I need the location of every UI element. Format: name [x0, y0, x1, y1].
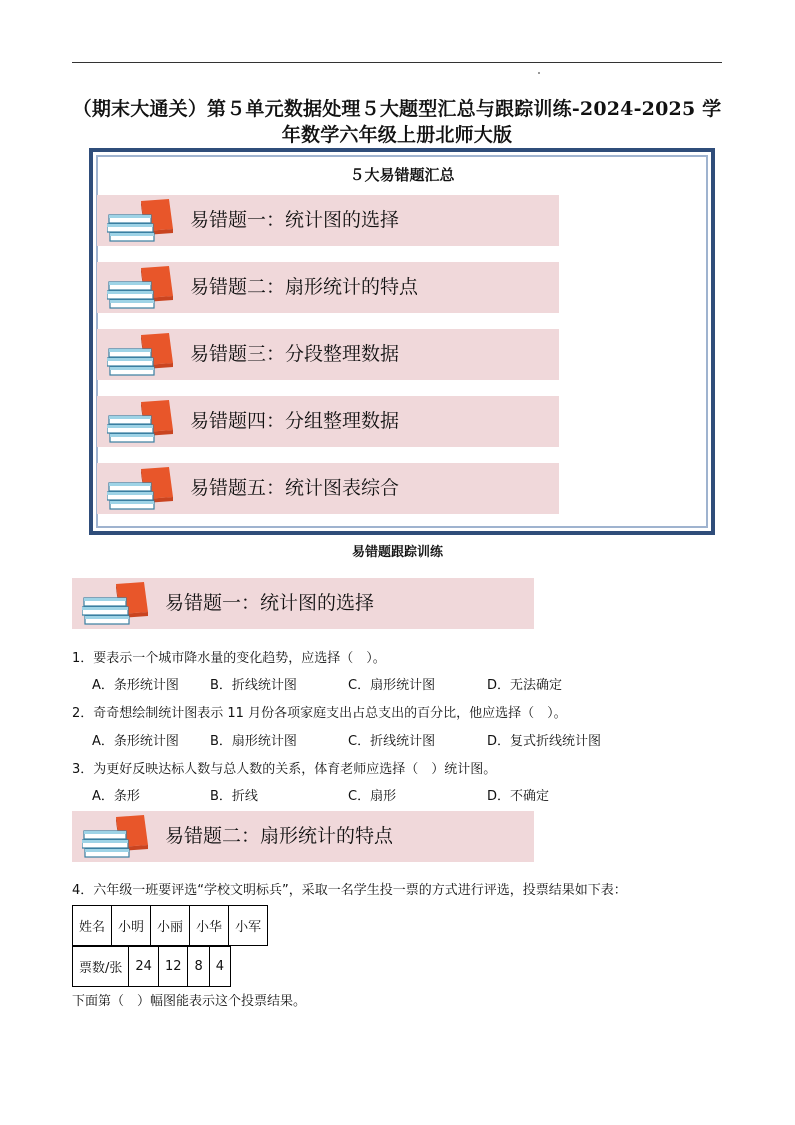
option-a: A．条形统计图 [92, 734, 179, 749]
table-cell: 小华 [190, 906, 229, 946]
summary-item-label: 易错题三：分段整理数据 [190, 343, 400, 365]
table-cell: 24 [129, 947, 159, 987]
document-title: （期末大通关）第５单元数据处理５大题型汇总与跟踪训练-2024-2025 学年数学六年级上册北师大版 [72, 98, 722, 146]
question-1: 1．要表示一个城市降水量的变化趋势，应选择（ ）。 [72, 651, 386, 666]
option-c: C．扇形统计图 [348, 678, 436, 693]
summary-item-label: 易错题五：统计图表综合 [190, 477, 400, 499]
option-d: D．复式折线统计图 [487, 734, 602, 749]
section-heading-label: 易错题二：扇形统计的特点 [165, 825, 394, 847]
summary-item [97, 329, 559, 380]
question-4-followup: 下面第（ ）幅图能表示这个投票结果。 [72, 994, 307, 1009]
table-cell: 12 [158, 947, 188, 987]
table-cell: 8 [188, 947, 209, 987]
vote-table-counts [72, 946, 231, 987]
book-icon [107, 467, 177, 511]
tracking-title: 易错题跟踪训练 [351, 545, 443, 560]
summary-item [97, 195, 559, 246]
section-heading-label: 易错题一：统计图的选择 [165, 592, 375, 614]
header-rule [72, 62, 722, 63]
question-3: 3．为更好反映达标人数与总人数的关系，体育老师应选择（ ）统计图。 [72, 762, 497, 777]
option-b: B．折线统计图 [210, 678, 297, 693]
option-a: A．条形 [92, 789, 140, 804]
vote-table-names [72, 905, 268, 946]
table-cell: 小明 [112, 906, 151, 946]
table-cell: 小丽 [151, 906, 190, 946]
summary-item-label: 易错题一：统计图的选择 [190, 209, 400, 231]
book-icon [107, 199, 177, 243]
summary-item [97, 463, 559, 514]
book-icon [82, 815, 152, 859]
option-b: B．扇形统计图 [210, 734, 297, 749]
section-heading [72, 811, 534, 862]
question-2: 2．奇奇想绘制统计图表示 11 月份各项家庭支出占总支出的百分比，他应选择（ ）。 [72, 706, 567, 721]
summary-item-label: 易错题四：分组整理数据 [190, 410, 400, 432]
book-icon [107, 266, 177, 310]
table-cell: 票数/张 [73, 947, 129, 987]
summary-title: ５大易错题汇总 [349, 166, 455, 184]
book-icon [107, 333, 177, 377]
summary-item [97, 262, 559, 313]
book-icon [107, 400, 177, 444]
table-cell: 小军 [229, 906, 268, 946]
summary-item [97, 396, 559, 447]
option-c: C．折线统计图 [348, 734, 436, 749]
header-dot [538, 72, 540, 74]
option-a: A．条形统计图 [92, 678, 179, 693]
option-d: D．不确定 [487, 789, 550, 804]
summary-item-label: 易错题二：扇形统计的特点 [190, 276, 419, 298]
option-b: B．折线 [210, 789, 258, 804]
table-cell: 姓名 [73, 906, 112, 946]
section-heading [72, 578, 534, 629]
option-c: C．扇形 [348, 789, 397, 804]
table-cell: 4 [209, 947, 230, 987]
question-4: 4．六年级一班要评选“学校文明标兵”，采取一名学生投一票的方式进行评选，投票结果如下表： [72, 883, 627, 898]
book-icon [82, 582, 152, 626]
option-d: D．无法确定 [487, 678, 563, 693]
